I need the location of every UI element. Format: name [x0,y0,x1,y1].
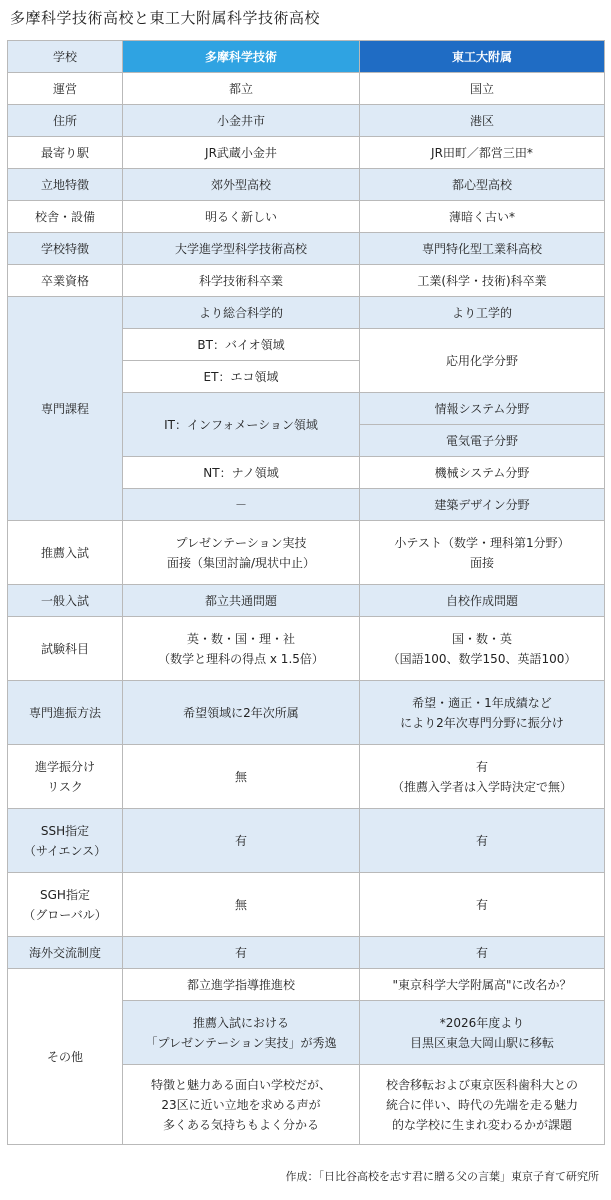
cell-toko: JR田町／都営三田* [360,137,605,169]
cell-line: （数学と理科の得点 x 1.5倍） [158,651,324,666]
table-row [8,105,605,137]
cell-toko: "東京科学大学附属高"に改名か？ [360,969,605,1001]
row-label: 海外交流制度 [8,937,123,969]
table-row [8,617,605,681]
cell-line: 国・数・英 [451,631,512,646]
label-line: （サイエンス） [23,843,107,858]
table-row [8,873,605,937]
row-label: 住所 [8,105,123,137]
cell-line: 小テスト（数学・理科第1分野） [394,535,570,550]
cell-line: 希望・適正・1年成績など [412,695,552,710]
cell-line: （国語100、数学150、英語100） [387,651,577,666]
cell-line: 英・数・国・理・社 [186,631,295,646]
cell-toko: 情報システム分野 [360,393,605,425]
cell-line: 面接 [469,555,494,570]
table-row [8,585,605,617]
header-tama: 多摩科学技術 [123,41,360,73]
row-label [8,809,123,873]
cell-toko [360,521,605,585]
cell-tama: 大学進学型科学技術高校 [123,233,360,265]
cell-line: 校舎移転および東京医科歯科大との [385,1077,578,1092]
cell-toko: 専門特化型工業科高校 [360,233,605,265]
cell-toko: 工業(科学・技術)科卒業 [360,265,605,297]
cell-line: 特徴と魅力ある面白い学校だが、 [150,1077,331,1092]
table-row [8,521,605,585]
table-row [8,681,605,745]
row-label: 学校特徴 [8,233,123,265]
cell-toko [360,617,605,681]
cell-tama [123,1065,360,1145]
cell-toko: 機械システム分野 [360,457,605,489]
cell-tama: － [123,489,360,521]
cell-tama: NT：ナノ領域 [123,457,360,489]
label-line: リスク [47,779,83,794]
table-row [8,233,605,265]
row-label-sonota: その他 [8,969,123,1145]
cell-tama: 小金井市 [123,105,360,137]
cell-tama: 有 [123,809,360,873]
row-label [8,873,123,937]
row-label: 一般入試 [8,585,123,617]
cell-line: 有 [475,759,488,774]
cell-tama: 科学技術科卒業 [123,265,360,297]
cell-tama [123,617,360,681]
cell-tama: 無 [123,745,360,809]
row-label: 専門進振方法 [8,681,123,745]
row-label: 運営 [8,73,123,105]
cell-toko: 建築デザイン分野 [360,489,605,521]
table-row [8,297,605,329]
cell-tama: 都立進学指導推進校 [123,969,360,1001]
row-label: 立地特徴 [8,169,123,201]
cell-toko: 有 [360,873,605,937]
label-line: SSH指定 [40,823,90,838]
cell-line: 統合に伴い、時代の先端を走る魅力 [385,1097,578,1112]
cell-toko: 自校作成問題 [360,585,605,617]
cell-tama: 都立共通問題 [123,585,360,617]
cell-toko: 有 [360,937,605,969]
header-toko: 東工大附属 [360,41,605,73]
credit-text: 作成：「日比谷高校を志す君に贈る父の言葉」東京子育て研究所 [285,1170,599,1183]
cell-tama: 明るく新しい [123,201,360,233]
cell-toko: 国立 [360,73,605,105]
page-title: 多摩科学技術高校と東工大附属科学技術高校 [10,9,321,27]
cell-line: 的な学校に生まれ変わるかが課題 [391,1117,572,1132]
table-row [8,169,605,201]
table-row [8,809,605,873]
cell-tama: BT：バイオ領域 [123,329,360,361]
table-row [8,73,605,105]
cell-line: 「プレゼンテーション実技」が秀逸 [145,1035,337,1050]
cell-line: プレゼンテーション実技 [175,535,307,550]
cell-tama [123,521,360,585]
table-row [8,969,605,1001]
cell-toko [360,745,605,809]
cell-toko [360,1001,605,1065]
cell-line: 多くある気持ちもよく分かる [162,1117,319,1132]
row-label: 最寄り駅 [8,137,123,169]
cell-line: （推薦入学者は入学時決定で無） [391,779,572,794]
cell-toko [360,681,605,745]
cell-toko: 薄暗く古い* [360,201,605,233]
header-label: 学校 [8,41,123,73]
table-header-row [8,41,605,73]
table-row [8,201,605,233]
cell-toko: 有 [360,809,605,873]
row-label [8,745,123,809]
cell-line: 推薦入試における [192,1015,289,1030]
cell-toko: 都心型高校 [360,169,605,201]
row-label: 校舎・設備 [8,201,123,233]
table-row [8,937,605,969]
cell-line: により2年次専門分野に振分け [400,715,564,730]
cell-toko: より工学的 [360,297,605,329]
table-row [8,137,605,169]
row-label: 卒業資格 [8,265,123,297]
cell-tama: 無 [123,873,360,937]
cell-toko: 港区 [360,105,605,137]
cell-tama: JR武蔵小金井 [123,137,360,169]
label-line: 進学振分け [34,759,95,774]
cell-toko: 応用化学分野 [360,329,605,393]
label-line: SGH指定 [40,887,90,902]
row-label: 試験科目 [8,617,123,681]
cell-toko [360,1065,605,1145]
cell-line: *2026年度より [439,1015,525,1030]
table-row [8,745,605,809]
row-label-senmon: 専門課程 [8,297,123,521]
cell-tama: 都立 [123,73,360,105]
cell-line: 23区に近い立地を求める声が [161,1097,321,1112]
cell-tama: 有 [123,937,360,969]
cell-toko: 電気電子分野 [360,425,605,457]
cell-tama: より総合科学的 [123,297,360,329]
cell-line: 目黒区東急大岡山駅に移転 [409,1035,554,1050]
cell-tama: 郊外型高校 [123,169,360,201]
cell-tama: 希望領域に2年次所属 [123,681,360,745]
row-label: 推薦入試 [8,521,123,585]
cell-line: 面接（集団討論/現状中止） [166,555,316,570]
cell-tama: IT：インフォメーション領域 [123,393,360,457]
cell-tama [123,1001,360,1065]
table-row [8,265,605,297]
label-line: （グローバル） [23,907,107,922]
cell-tama: ET：エコ領域 [123,361,360,393]
comparison-table [7,40,605,1145]
